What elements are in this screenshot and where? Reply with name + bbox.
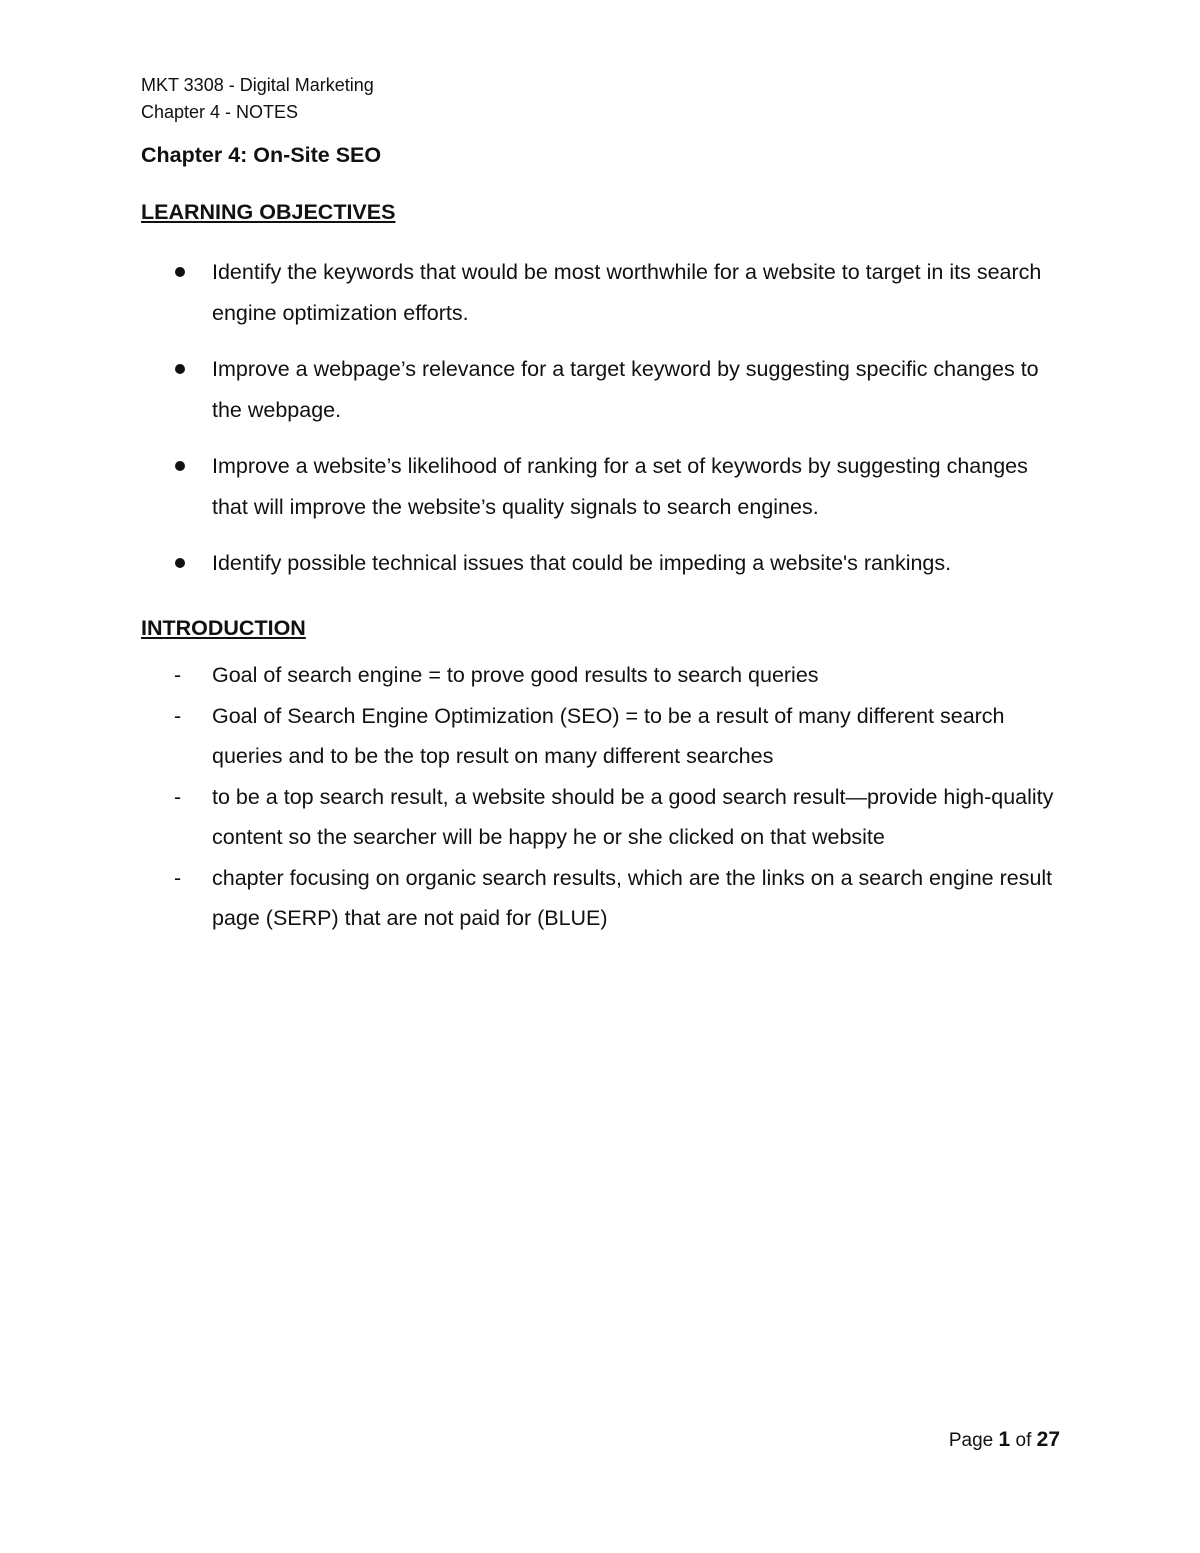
list-item xyxy=(141,446,1061,528)
bullet-icon xyxy=(175,461,185,471)
objective-text: Identify possible technical issues that could be impeding a website's rankings. xyxy=(212,551,952,575)
page-label: Page xyxy=(948,1430,994,1451)
list-item xyxy=(141,858,1061,939)
course-name: MKT 3308 - Digital Marketing xyxy=(141,75,374,95)
total-pages-number: 27 xyxy=(1036,1428,1060,1451)
list-item xyxy=(141,543,1061,584)
objective-text: Identify the keywords that would be most worthwhile for a website to target in its search engine optimization efforts. xyxy=(212,260,1042,325)
list-item xyxy=(141,655,1061,696)
list-item xyxy=(141,777,1061,858)
page-number-footer xyxy=(949,1428,1060,1452)
list-item xyxy=(141,349,1061,431)
learning-objectives-heading: LEARNING OBJECTIVES xyxy=(141,200,396,224)
document-body xyxy=(141,140,1061,939)
dash-marker: - xyxy=(174,784,182,809)
objective-text: Improve a website’s likelihood of ranking for a set of keywords by suggesting changes that will improve the website’s quality signals to search engines. xyxy=(212,454,1028,519)
learning-objectives-list xyxy=(141,252,1061,584)
intro-text: to be a top search result, a website should be a good search result—provide high-quality content so the searcher will be happy he or she clicked on that website xyxy=(212,784,1054,849)
dash-marker: - xyxy=(174,663,182,687)
dash-marker: - xyxy=(174,865,182,890)
chapter-title: Chapter 4: On-Site SEO xyxy=(141,143,382,167)
dash-marker: - xyxy=(174,703,182,728)
bullet-icon xyxy=(175,267,185,277)
of-label: of xyxy=(1015,1430,1032,1451)
bullet-icon xyxy=(175,364,185,374)
intro-text: chapter focusing on organic search results, which are the links on a search engine result page (SERP) that are not paid for (BLUE) xyxy=(212,865,1053,930)
introduction-list xyxy=(141,655,1061,939)
notes-subtitle: Chapter 4 - NOTES xyxy=(141,102,299,122)
intro-text: Goal of search engine = to prove good results to search queries xyxy=(212,663,819,687)
list-item xyxy=(141,252,1061,334)
page-header xyxy=(141,72,374,126)
bullet-icon xyxy=(175,558,185,568)
intro-text: Goal of Search Engine Optimization (SEO) = to be a result of many different search queries and to be the top result on many different searches xyxy=(212,703,1005,768)
list-item xyxy=(141,696,1061,777)
introduction-heading: INTRODUCTION xyxy=(141,616,306,640)
current-page-number: 1 xyxy=(998,1428,1011,1451)
objective-text: Improve a webpage’s relevance for a target keyword by suggesting specific changes to the webpage. xyxy=(212,357,1039,422)
